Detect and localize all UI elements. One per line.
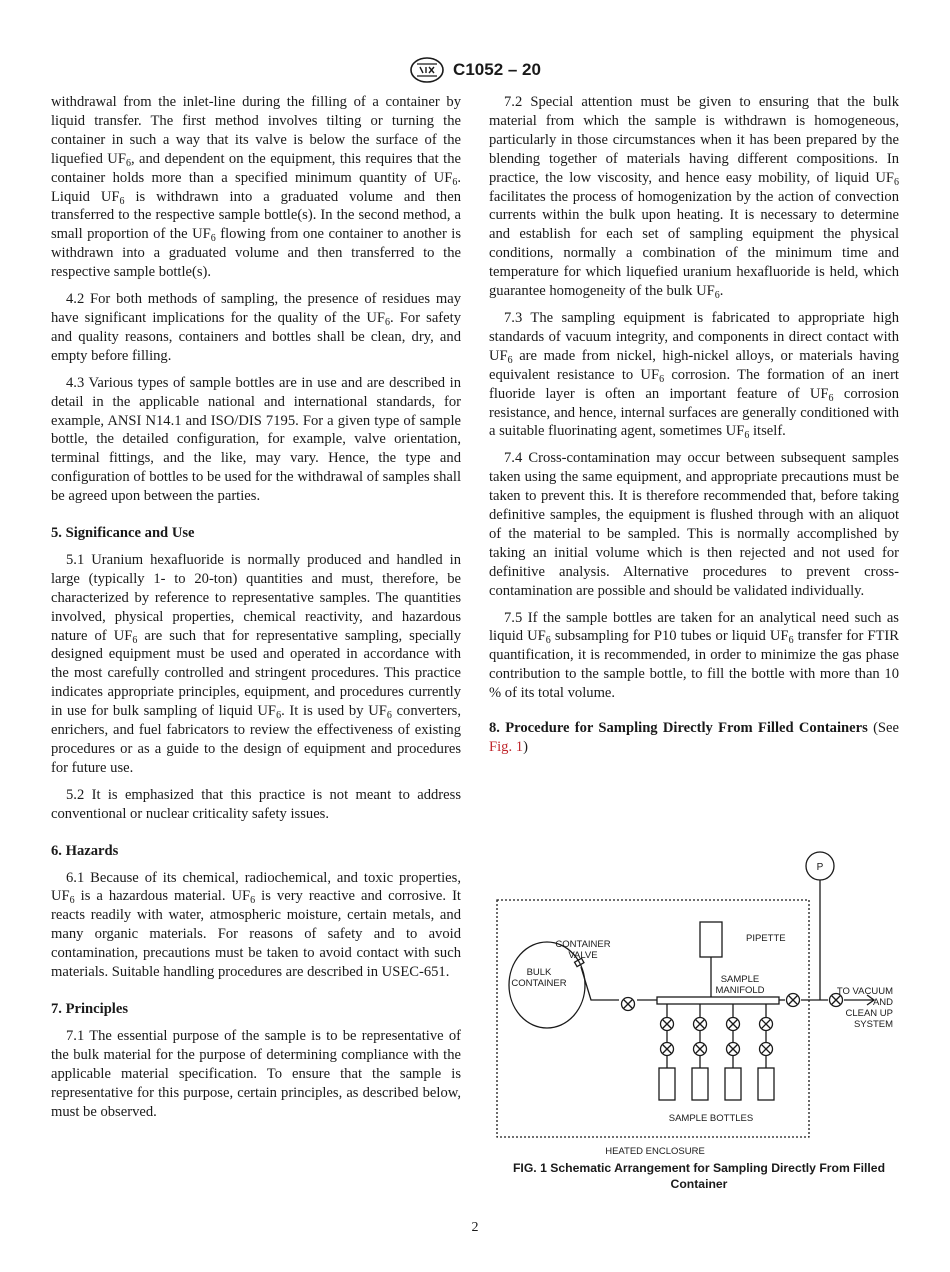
document-code: C1052 – 20	[453, 60, 541, 79]
figure-1-caption: FIG. 1 Schematic Arrangement for Sampling Directly From Filled Container	[512, 1161, 886, 1191]
label-vacuum-4: SYSTEM	[853, 1019, 893, 1030]
right-column	[489, 93, 899, 757]
bottle-valve	[760, 1018, 773, 1031]
paragraph-4-2: 4.2 For both methods of sampling, the presence of residues may have significant implications for the quality of the $UF_6$. For safety and quality reasons, containers and bottles shall be clean, dry, and empty before filling.	[51, 291, 461, 364]
left-column	[51, 93, 461, 1129]
label-container-valve-2: VALVE	[568, 950, 598, 961]
bottle-valve	[760, 1043, 773, 1056]
sample-bottle	[725, 1068, 741, 1100]
paragraph-7-1: 7.1 The essential purpose of the sample is to be representative of the bulk material for the purpose of determining compliance with the applicable material specification. To ensure that the sample is representative for this purpose, certain principles, as described below, must be observed.	[51, 1027, 461, 1120]
sample-bottle	[758, 1068, 774, 1100]
astm-logo	[409, 57, 445, 83]
bottle-valve	[661, 1043, 674, 1056]
label-gauge: P	[816, 862, 824, 873]
label-manifold-2: MANIFOLD	[715, 985, 765, 996]
label-sample-bottles: SAMPLE BOTTLES	[668, 1113, 754, 1124]
sample-bottle	[692, 1068, 708, 1100]
label-vacuum-2: AND	[872, 997, 893, 1008]
label-bulk-1: BULK	[526, 967, 552, 978]
page-number: 2	[471, 1220, 479, 1235]
valve-inlet	[622, 998, 635, 1011]
sample-manifold	[657, 997, 779, 1004]
label-pipette: PIPETTE	[746, 933, 786, 944]
pipette	[700, 922, 722, 957]
paragraph-4-1-cont: withdrawal from the inlet-line during the filling of a container by liquid transfer. The first method involves tilting or turning the container in such a way that its valve is below the surface of the liquefied $UF_6$, and dependent on the equipment, this requires that the container holds more than a specified minimum quantity of $UF_6$. Liquid $UF_6$ is withdrawn into a graduated volume and then transferred to the respective sample bottle(s). In the second method, a small proportion of the $UF_6$ flowing from one container to another is withdrawn into a graduated volume and then transferred to the respective sample bottle(s).	[51, 94, 462, 281]
bottle-valve	[727, 1043, 740, 1056]
paragraph-5-1: 5.1 Uranium hexafluoride is normally produced and handled in large (typically 1- to 20-ton) quantities and must, therefore, be characterized by reference to representative samples. The quantities involved, physical properties, chemical reactivity, and hazardous nature of $UF_6$ are such that for representative sampling, specially designed equipment must be used and operated in accordance with the most carefully controlled and stringent procedures. This practice indicates appropriate principles, equipment, and procedures currently in use for bulk sampling of liquid $UF_6$. It is used by $UF_6$ converters, enrichers, and fuel fabricators to review the effectiveness of existing procedures or as a guide to the design of equipment and procedures for future use.	[51, 551, 462, 776]
label-manifold-1: SAMPLE	[720, 974, 760, 985]
bottle-valve	[727, 1018, 740, 1031]
heading-section-5: 5. Significance and Use	[51, 525, 195, 542]
label-container-valve-1: CONTAINER	[555, 939, 611, 950]
bottle-valve	[694, 1018, 707, 1031]
fig-1-link[interactable]: Fig. 1	[489, 739, 524, 756]
paragraph-5-2: 5.2 It is emphasized that this practice is not meant to address conventional or nuclear criticality safety issues.	[51, 786, 461, 822]
figure-1-schematic	[489, 845, 909, 1165]
paragraph-7-2: 7.2 Special attention must be given to ensuring that the bulk material from which the sample is withdrawn is homogeneous, particularly in those circumstances when it has been prepared by the blending together of materials having different compositions. In practice, the low viscosity, and hence easy mobility, of liquid $UF_6$ facilitates the process of homogenization by the action of convection currents within the bulk upon heating. It is necessary to determine and establish for each set of sampling equipment the physical conditions, normally a combination of the minimum time and temperature for which liquefied uranium hexafluoride is held, which guarantee homogeneity of the bulk $UF_6$.	[489, 94, 899, 302]
sample-bottle	[659, 1068, 675, 1100]
label-vacuum-3: CLEAN UP	[845, 1008, 893, 1019]
heading-section-7: 7. Principles	[51, 1000, 129, 1017]
paragraph-7-3: 7.3 The sampling equipment is fabricated to appropriate high standards of vacuum integrity, and components in direct contact with $UF_6$ are made from nickel, high-nickel alloys, or materials having equivalent resistance to $UF_6$ corrosion. The formation of an inert fluoride layer is often an important feature of $UF_6$ corrosion resistance, and hence, internal surfaces are generally conditioned with a suitable fluorinating agent, sometimes $UF_6$ itself.	[489, 309, 899, 442]
page-header	[0, 56, 950, 84]
bottle-valve	[661, 1018, 674, 1031]
label-heated-enclosure: HEATED ENCLOSURE	[605, 1146, 705, 1157]
bottle-valve	[694, 1043, 707, 1056]
paragraph-6-1: 6.1 Because of its chemical, radiochemical, and toxic properties, $UF_6$ is a hazardous material. $UF_6$ is very reactive and corrosive. It reacts readily with water, atmospheric moisture, certain metals, and many organic materials. For reasons of safety and to avoid contamination, precautions must be taken to avoid contact with such materials. Suitable handling procedures are described in USEC-651.	[51, 869, 461, 981]
heading-section-6: 6. Hazards	[51, 842, 119, 859]
valve-outlet	[787, 994, 800, 1007]
label-bulk-2: CONTAINER	[511, 978, 567, 989]
paragraph-7-5: 7.5 If the sample bottles are taken for an analytical need such as liquid $UF_6$ subsampling for P10 tubes or liquid $UF_6$ transfer for FTIR quantification, it is recommended, in order to minimize the gas phase contribution to the sample bottle, to fill the bottle with more than 10 % of its total volume.	[489, 609, 900, 702]
paragraph-4-3: 4.3 Various types of sample bottles are in use and are described in detail in the applicable national and international standards, for example, ANSI N14.1 and ISO/DIS 7195. For a given type of sample bottle, the detailed configuration, for example, valve orientation, terminal fittings, and the like, may vary. Hence, the type and configuration of bottles to be used for the withdrawal of samples shall be agreed upon between the parties.	[51, 374, 461, 505]
paragraph-7-4: 7.4 Cross-contamination may occur between subsequent samples taken using the same equipment, and appropriate precautions must be taken to prevent this. It is therefore recommended that, before taking definitive samples, the equipment is flushed through with an aliquot of the material to be sampled. This is normally accomplished by taking an initial volume which is then rejected and not used for definitive analysis. Alternative procedures to prevent cross-contamination are possible and should be validated individually.	[489, 450, 899, 599]
heading-section-8: 8. Procedure for Sampling Directly From Filled Containers (See Fig. 1)	[489, 720, 899, 756]
label-vacuum-1: TO VACUUM	[836, 986, 893, 997]
